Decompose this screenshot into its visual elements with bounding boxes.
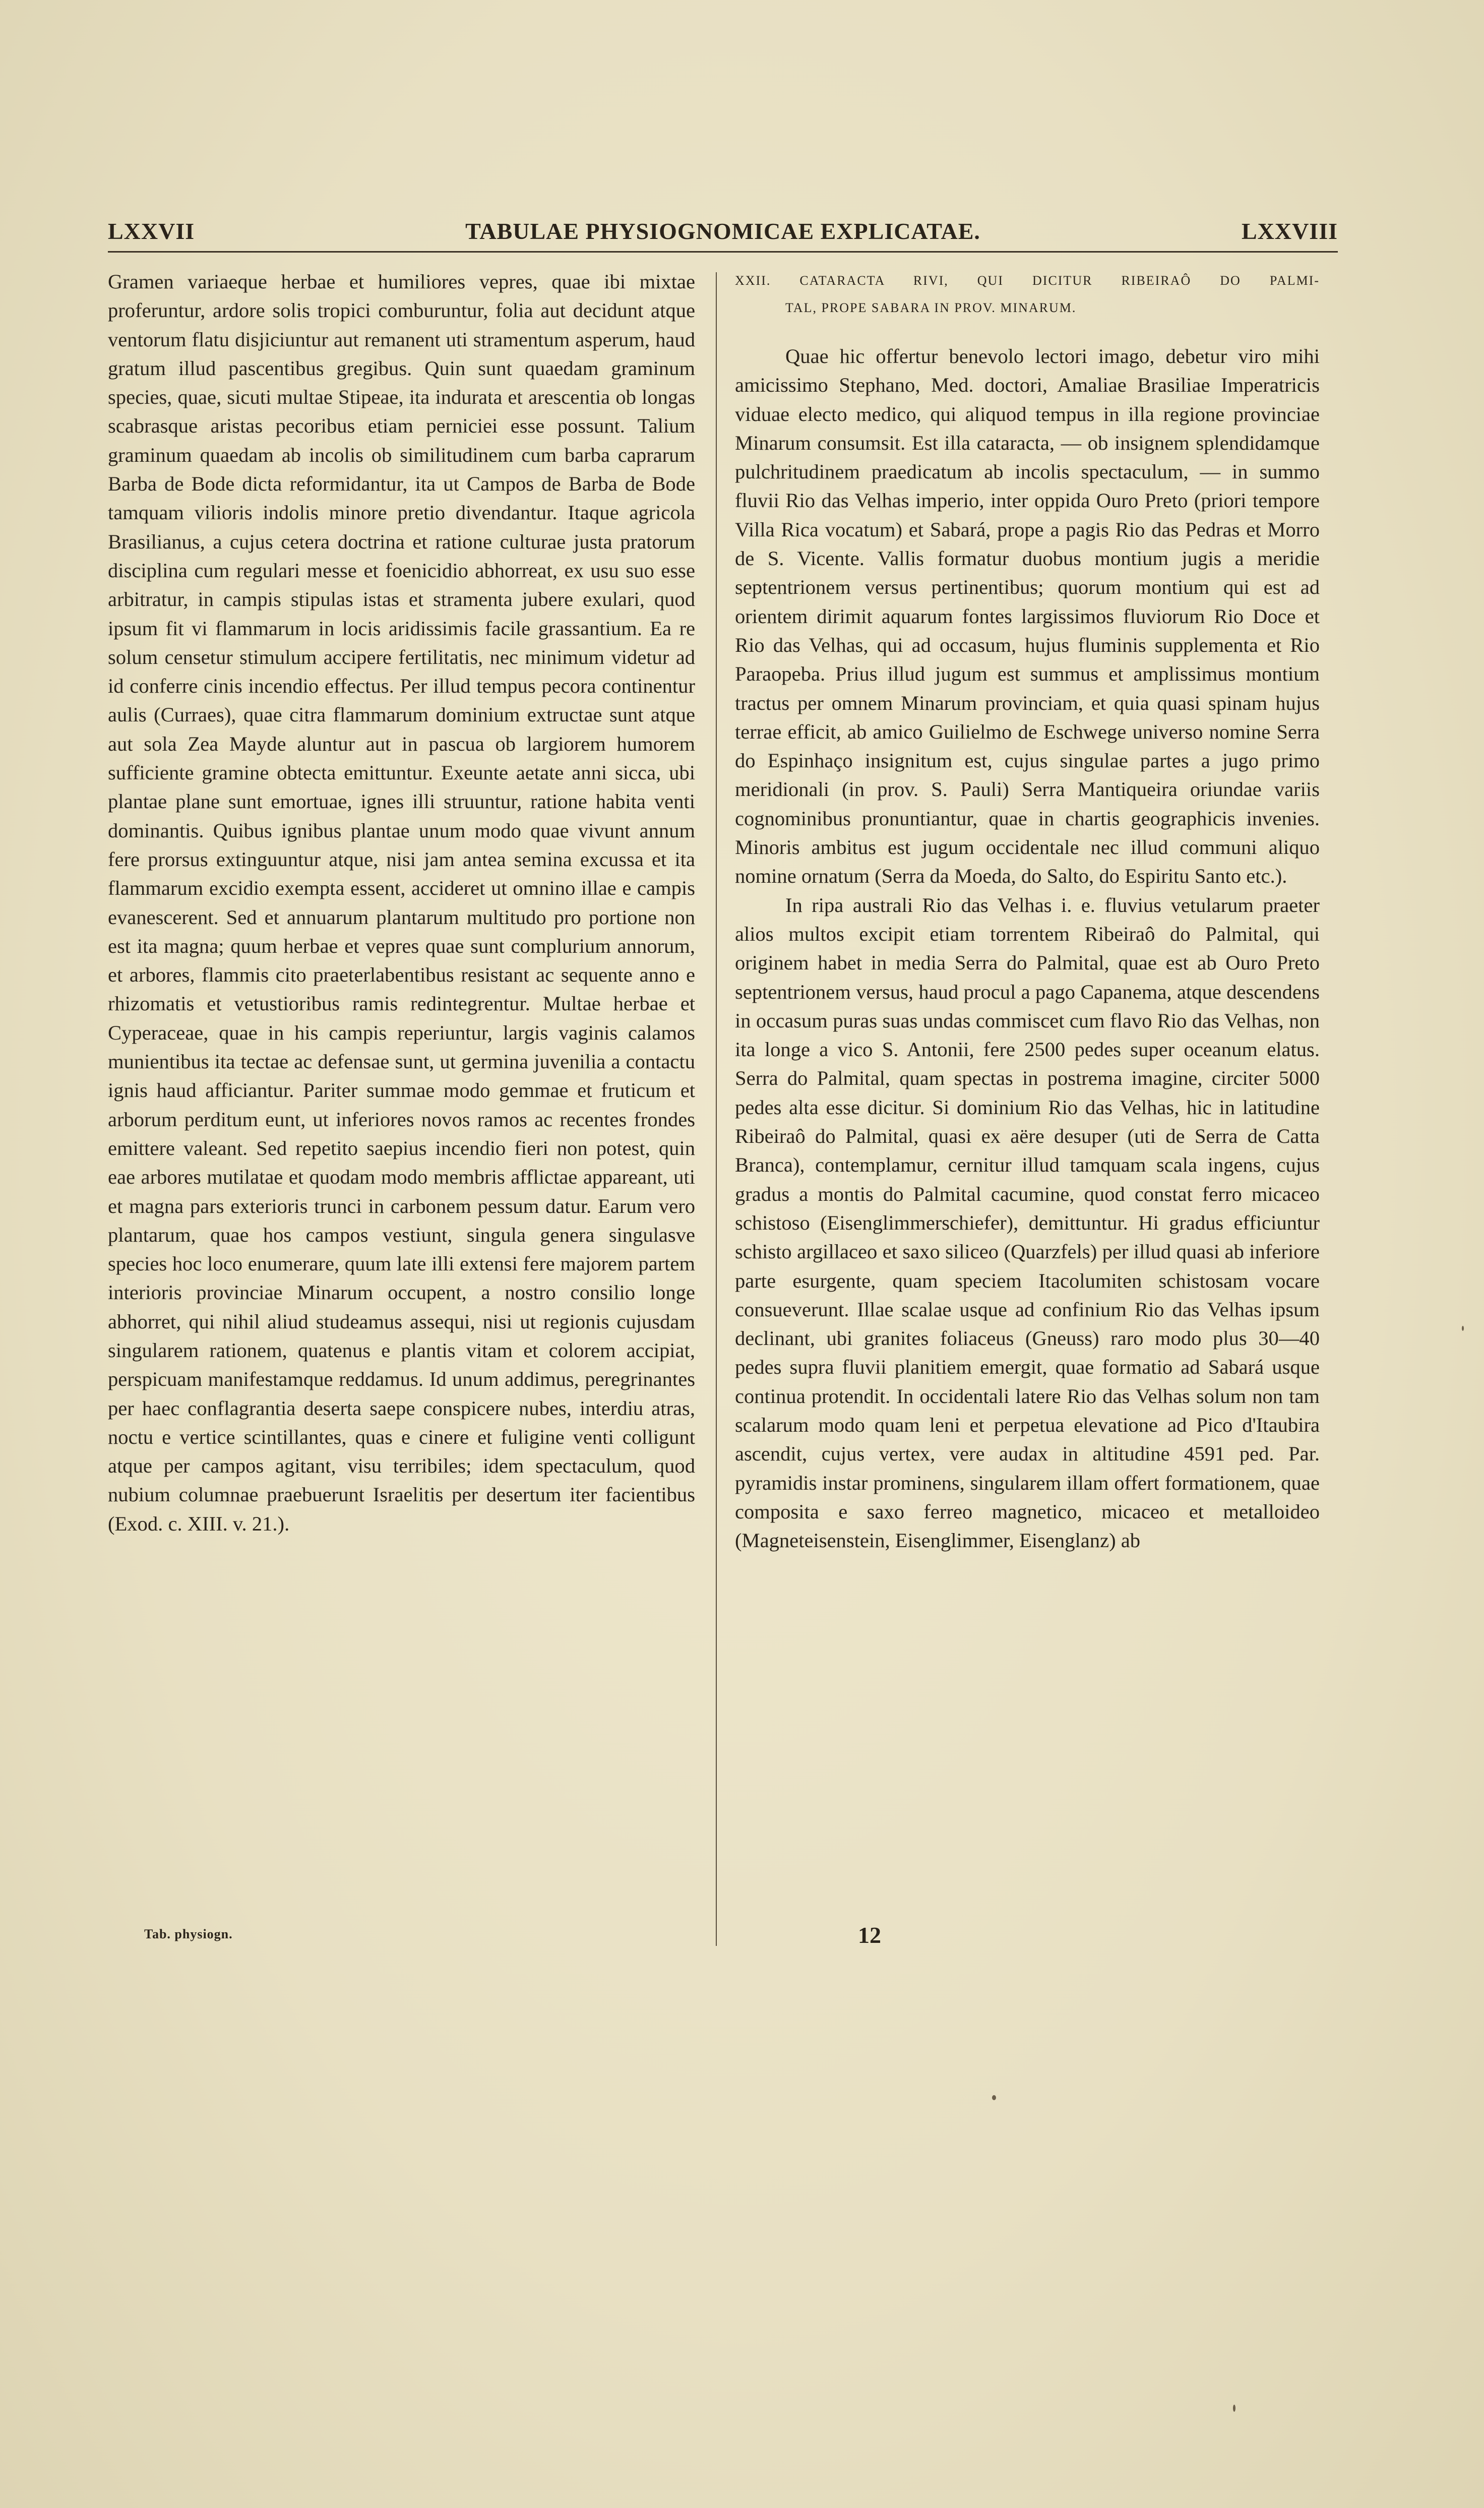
right-paragraph-1: Quae hic offertur benevolo lectori imago, debetur viro mihi amicissimo Stephano, Med. doctori, Amaliae Brasiliae Imperatricis viduae electo medico, qui aliquod tempus in illa regione provinciae Minarum consumsit. Est illa cataracta, — ob insignem splendidamque pulchritudinem praedicatum ab incolis spectaculum, — in summo fluvii Rio das Velhas imperio, inter oppida Ouro Preto (priori tempore Villa Rica vocatum) et Sabará, prope a pagis Rio das Pedras et Morro de S. Vicente. Vallis formatur duobus montium jugis a meridie septentrionem versus pertinentibus; quorum montium qui est ad orientem dirimit aquarum fontes largissimos fluviorum Rio Doce et Rio das Velhas, qui ad occasum, hujus fluminis supplementa et Rio Paraopeba. Prius illud jugum est summus et amplissimus montium tractus per omnem Minarum provinciam, et quia quasi spinam hujus terrae efficit, ab amico Guilielmo de Eschwege universo nomine Serra do Espinhaço insignitum est, cujus singulae partes a jugo primo meridionali (in prov. S. Pauli) Serra Mantiqueira oriundae variis cognominibus pronuntiantur, quae in chartis geographicis invenies. Minoris ambitus est jugum occidentale nec illud communi aliquo nomine ornatum (Serra da Moeda, do Salto, do Espiritu Santo etc.). [735, 345, 1320, 888]
signature-mark: Tab. physiogn. [144, 1927, 233, 1941]
sheet-number: 12 [858, 1922, 881, 1948]
right-page-number: LXXVIII [1241, 218, 1338, 244]
paper-speck [1233, 2405, 1235, 2412]
right-paragraph-2: In ripa australi Rio das Velhas i. e. fluvius vetularum praeter alios multos excipit etiam torrentem Ribeiraô do Palmital, qui originem habet in media Serra do Palmital, quae est ab Ouro Preto septentrionem versus, haud procul a pago Capanema, atque descendens in occasum puras suas undas commiscet cum flavo Rio das Velhas, non ita longe a vico S. Antonii, fere 2500 pedes super oceanum elatus. Serra do Palmital, quam spectas in postrema imagine, circiter 5000 pedes alta esse dicitur. Si dominium Rio das Velhas, hic in latitudine Ribeiraô do Palmital, quasi ex aëre desuper (uti de Serra de Catta Branca), contemplamur, cernitur illud tamquam scala ingens, cujus gradus a montis do Palmital cacumine, quod constat ferro micaceo schistoso (Eisenglimmerschiefer), demittuntur. Hi gradus efficiuntur schisto argillaceo et saxo siliceo (Quarzfels) per illud quasi ab inferiore parte esurgente, quam speciem Itacolumiten schistosam vocare consueverunt. Illae scalae usque ad confinium Rio das Velhas ipsum declinant, ubi granites foliaceus (Gneuss) raro modo plus 30—40 pedes supra fluvii planitiem emergit, quae formatio ad Sabará usque continua protendit. In occidentali latere Rio das Velhas solum non tam scalarum modo quam leni et perpetua elevatione ad Pico d'Itaubira ascendit, cujus vertex, vere audax in altitudine 4591 ped. Par. pyramidis instar prominens, singularem illam offert formationem, quae composita e saxo ferreo magnetico, micaceo et metalloideo (Magneteisenstein, Eisenglimmer, Eisenglanz) ab [735, 893, 1320, 1552]
running-head [108, 218, 1338, 253]
column-divider [716, 272, 717, 1946]
paper-speck [992, 2095, 996, 2100]
paper-speck [1462, 1326, 1464, 1331]
section-title [735, 267, 1320, 322]
left-column [108, 267, 695, 1538]
right-column [735, 267, 1320, 1555]
section-title-line-1: XXII. CATARACTA RIVI, QUI DICITUR RIBEIRAÔ DO PALMI- [735, 273, 1320, 288]
left-page-number: LXXVII [108, 218, 195, 244]
left-paragraph-1: Gramen variaeque herbae et humiliores vepres, quae ibi mixtae proferuntur, ardore solis tropici comburuntur, folia aut decidunt atque ventorum flatu disjiciuntur aut remanent uti stramentum asperum, haud gratum illud pascentibus gregibus. Quin sunt quaedam graminum species, quae, sicuti multae Stipeae, ita indurata et arescentia ob longas scabrasque aristas pecoribus etiam perniciei esse possunt. Talium graminum quaedam ab incolis ob similitudinem cum barba caprarum Barba de Bode dicta reformidantur, ita ut Campos de Barba de Bode tamquam vilioris indolis minore pretio divendantur. Itaque agricola Brasilianus, a cujus cetera doctrina et ratione culturae justa pratorum disciplina cum regulari messe et foenicidio abhorreat, ex usu suo esse arbitratur, in campis stipulas istas et stramenta jubere exulari, quod ipsum fit vi flammarum in locis aridissimis facile grassantium. Ea re solum censetur stimulum accipere fertilitatis, nec minimum videtur ad id conferre cinis incendio effectus. Per illud tempus pecora continentur aulis (Curraes), quae citra flammarum dominium extructae sunt atque aut sola Zea Mayde aluntur aut in pascua ob largiorem humorem sufficiente gramine obtecta emittuntur. Exeunte aetate anni sicca, ubi plantae plane sunt emortuae, ignes illi struuntur, ratione habita venti dominantis. Quibus ignibus plantae unum modo quae vivunt annum fere prorsus extinguuntur atque, nisi jam antea semina excussa et ita flammarum excidio exempta essent, accideret ut omnino illae e campis evanescerent. Sed et annuarum plantarum multitudo pro portione non est ita magna; quum herbae et vepres quae sunt complurium annorum, et arbores, flammis cito praeterlabentibus resistant ac sequente anno e rhizomatis et vetustioribus ramis redintegrentur. Multae herbae et Cyperaceae, quae in his campis reperiuntur, largis vaginis calamos munientibus ita tectae ac defensae sunt, ut germina juvenilia a contactu ignis haud afficiantur. Pariter summae modo gemmae et fruticum et arborum perditum eunt, ut inferiores novos ramos ac recentes frondes emittere valeant. Sed repetito saepius incendio fieri non potest, quin eae arbores mutilatae et quodam modo membris afflictae appareant, uti et magna pars exterioris trunci in carbonem pessum datur. Earum vero plantarum, quae hos campos vestiunt, singula genera singulasve species hoc loco enumerare, quum late illi extensi fere majorem partem interioris provinciae Minarum occupent, a nostro consilio longe abhorret, qui nihil aliud studeamus assequi, nisi ut regionis cujusdam singularem rationem, quatenus e plantis vitam et colorem accipiat, perspicuam manifestamque reddamus. Id unum addimus, peregrinantes per haec conflagrantia deserta saepe conspicere nubes, interdiu atras, noctu e vertice scintillantes, quas e cinere et fuligine venti colligunt atque per campos agitant, visu terribiles; idem spectaculum, quod nubium columnae praebuerunt Israelitis per desertum iter facientibus (Exod. c. XIII. v. 21.). [108, 270, 695, 1535]
running-title: TABULAE PHYSIOGNOMICAE EXPLICATAE. [465, 218, 980, 244]
header-rule [108, 251, 1338, 253]
section-title-line-2: TAL, PROPE SABARA IN PROV. MINARUM. [785, 300, 1077, 315]
